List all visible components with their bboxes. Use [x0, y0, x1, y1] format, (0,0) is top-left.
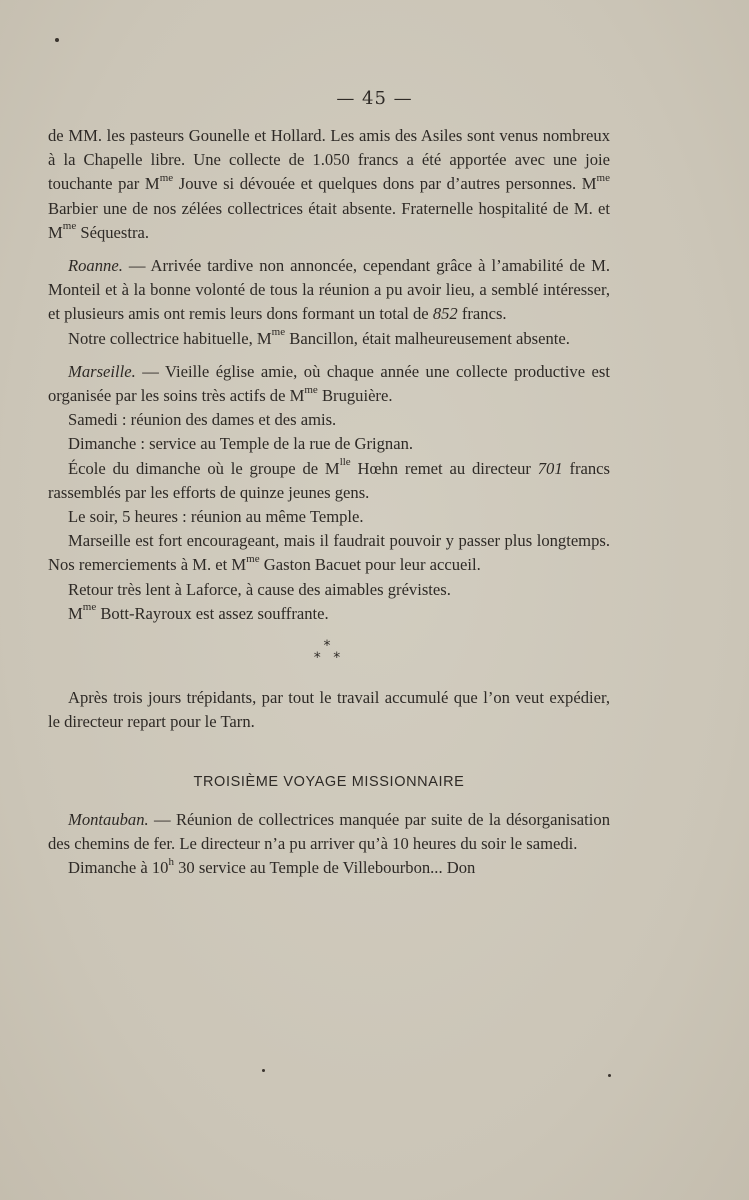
city-roanne: Roanne.: [68, 256, 123, 276]
paragraph-asiles: de MM. les pasteurs Gounelle et Hollard. Les amis des Asiles sont venus nombreux à la Chapelle libre. Une collecte de 1.050 francs a été apportée avec une joie touchante par $M^{me}$ Jouve si dévouée et quelques dons par d’autres personnes. $M^{me}$ Barbier une de nos zélées collectrices était absente. Fraternelle hospitalité de M. et $M^{me}$ Séquestra.: [48, 126, 610, 242]
section-heading: TROISIÈME VOYAGE MISSIONNAIRE: [193, 774, 465, 791]
paragraph-marseille: Marseille. — Vieille église amie, où chaque année une collecte productive est organisée par les soins très actifs de $M^{me}$ Bruguière.: [48, 361, 610, 406]
ink-speck: [262, 1069, 265, 1072]
paragraph-dimanche: Dimanche : service au Temple de la rue de Grignan.: [68, 434, 414, 454]
ink-speck: [55, 38, 59, 42]
paragraph-soir: Le soir, 5 heures : réunion au même Temple.: [68, 507, 364, 527]
paragraph-ecole: École du dimanche où le groupe de $M^{lle}$ Hœhn remet au directeur 701 francs rassemblés par les efforts de quinze jeunes gens.: [48, 456, 610, 502]
page-body: [48, 124, 610, 880]
city-marseille: Marseille.: [68, 361, 136, 381]
paragraph-apres: Après trois jours trépidants, par tout le travail accumulé que l’on veut expédier, le directeur repart pour le Tarn.: [48, 688, 610, 732]
paragraph-roanne: Roanne. — Arrivée tardive non annoncée, cependant grâce à l’amabilité de M. Monteil et à la bonne volonté de tous la réunion a pu avoir lieu, a semblé intéresser, et plusieurs amis ont remis leurs dons formant un total de 852 francs.: [48, 256, 610, 324]
amount-ecole: 701: [537, 458, 563, 478]
city-montauban: Montauban.: [68, 809, 149, 829]
paragraph-retour: Retour très lent à Laforce, à cause des aimables grévistes.: [68, 579, 451, 599]
asterism: * * *: [313, 638, 345, 667]
paragraph-dimanche-villebourbon: Dimanche à 10$^h$ 30 service au Temple de Villebourbon... Don: [68, 855, 476, 878]
paragraph-samedi: Samedi : réunion des dames et des amis.: [68, 410, 337, 430]
page-number: — 45 —: [336, 88, 413, 109]
paragraph-roanne-collectrice: Notre collectrice habituelle, $M^{me}$ Bancillon, était malheureusement absente.: [68, 326, 570, 348]
paragraph-encourageant: Marseille est fort encourageant, mais il faudrait pouvoir y passer plus longtemps. Nos remerciements à M. et $M^{me}$ Gaston Bacuet pour leur accueil.: [48, 531, 610, 575]
paragraph-montauban: Montauban. — Réunion de collectrices manquée par suite de la désorganisation des chemins de fer. Le directeur n’a pu arriver qu’à 10 heures du soir le samedi.: [48, 809, 610, 853]
amount-roanne: 852: [432, 304, 458, 324]
paragraph-bott: $M^{me}$ Bott-Rayroux est assez souffrante.: [68, 601, 329, 623]
ink-speck: [608, 1074, 611, 1077]
